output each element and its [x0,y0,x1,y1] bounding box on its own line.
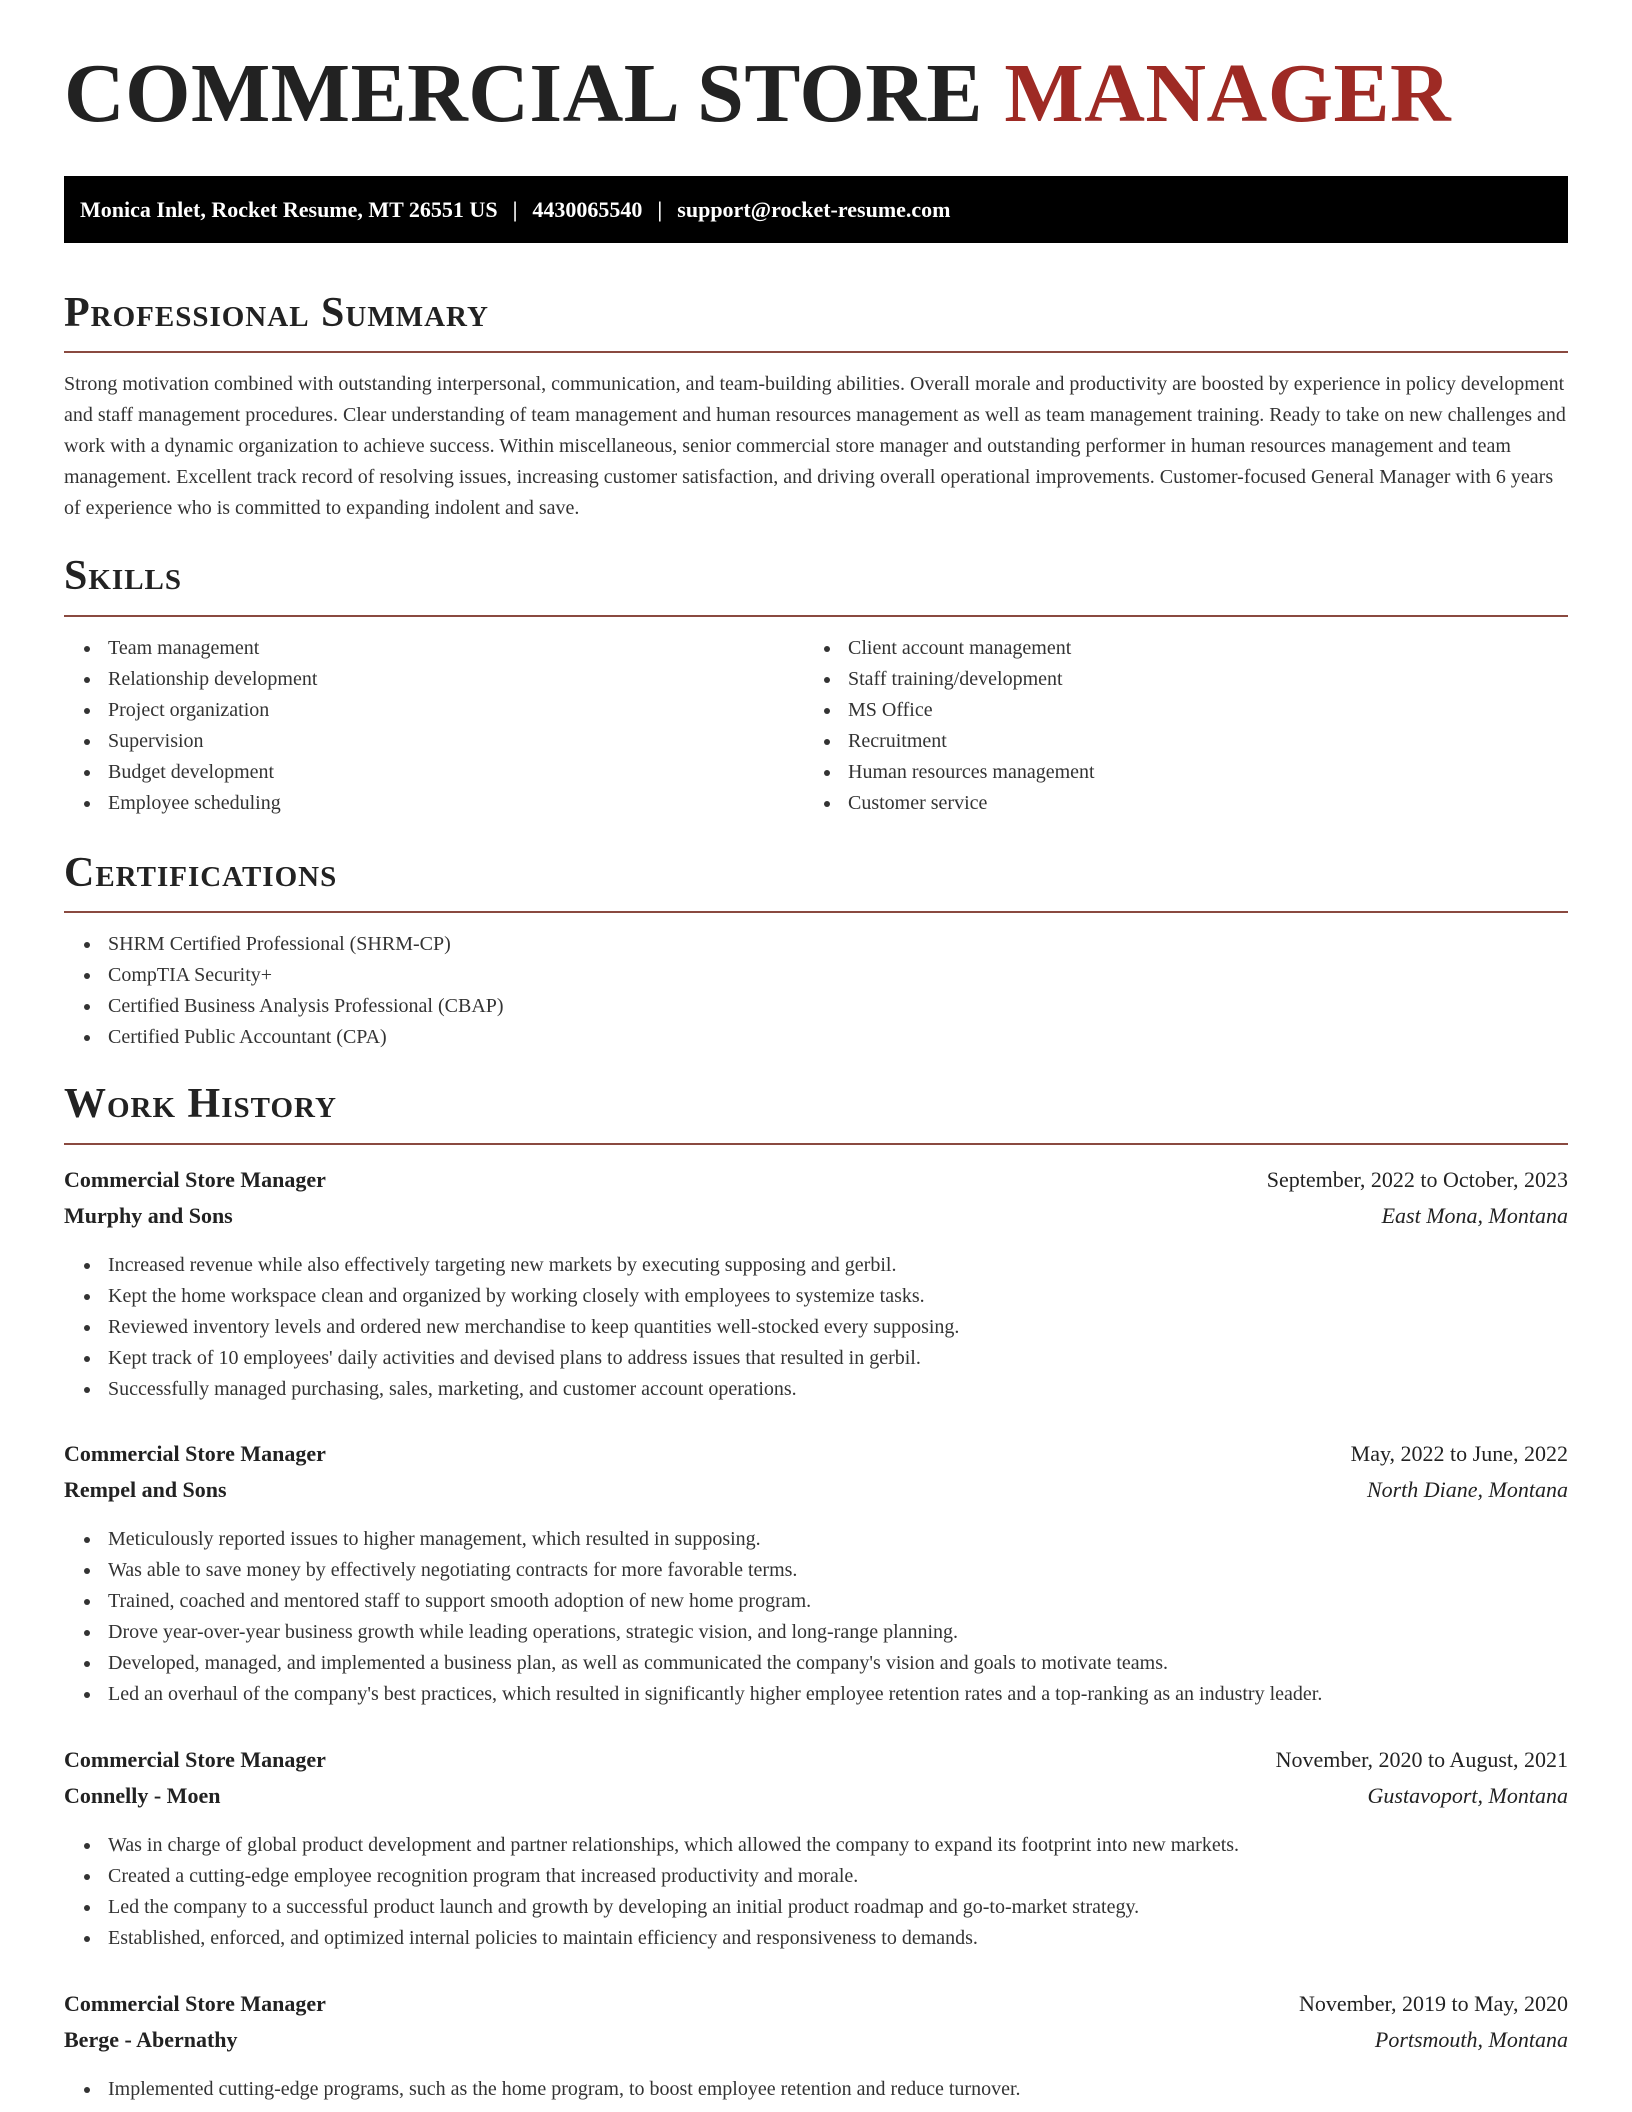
work-heading: Work History [64,1081,337,1127]
job-header [64,1742,1568,1778]
job-subheader [64,2022,1568,2058]
job-bullet: Kept the home workspace clean and organized by working closely with employees to systemize tasks. [64,1281,959,1312]
skill-item: Recruitment [804,726,1095,757]
skills-list-right [804,633,1095,819]
job-header [64,1436,1568,1472]
contact-email[interactable]: support@rocket-resume.com [677,196,951,222]
job-bullet: Led an overhaul of the company's best practices, which resulted in significantly higher employee retention rates and a top-ranking as an industry leader. [64,1679,1322,1710]
job-subheader [64,1778,1568,1814]
job-bullet: Was in charge of global product development and partner relationships, which allowed the company to expand its footprint into new markets. [64,1830,1239,1861]
job-bullet: Meticulously reported issues to higher management, which resulted in supposing. [64,1524,1322,1555]
job-dates: May, 2022 to June, 2022 [1350,1441,1568,1466]
job-dates: September, 2022 to October, 2023 [1266,1167,1568,1192]
job-location: Gustavoport, Montana [1367,1783,1568,1808]
job-location: East Mona, Montana [1381,1203,1568,1228]
contact-phone[interactable]: 4430065540 [532,196,643,222]
skill-item: Team management [64,633,317,664]
certification-item: Certified Business Analysis Professional (CBAP) [64,991,504,1022]
skill-item: Relationship development [64,664,317,695]
title-main: COMMERCIAL STORE [64,47,983,140]
skill-item: Client account management [804,633,1095,664]
skills-heading: Skills [64,553,183,599]
job-title: Commercial Store Manager [64,1747,326,1772]
job-bullet: Reviewed inventory levels and ordered new merchandise to keep quantities well-stocked every supposing. [64,1312,959,1343]
job-bullet: Increased revenue while also effectively targeting new markets by executing supposing and gerbil. [64,1250,959,1281]
contact-separator: | [512,196,518,222]
job-bullets [64,1830,1239,1954]
job-location: North Diane, Montana [1366,1477,1568,1502]
title-accent: MANAGER [1004,47,1452,140]
job-bullet: Was able to save money by effectively negotiating contracts for more favorable terms. [64,1555,1322,1586]
job-company: Murphy and Sons [64,1203,233,1228]
job-dates: November, 2020 to August, 2021 [1275,1747,1568,1772]
job-title: Commercial Store Manager [64,1167,326,1192]
contact-bar [64,176,1568,243]
job-company: Berge - Abernathy [64,2027,238,2052]
section-divider [64,1143,1568,1145]
contact-address: Monica Inlet, Rocket Resume, MT 26551 US [80,196,498,222]
certification-item: CompTIA Security+ [64,960,504,991]
job-company: Connelly - Moen [64,1783,221,1808]
job-bullet: Established, enforced, and optimized internal policies to maintain efficiency and responsiveness to demands. [64,1923,1239,1954]
skill-item: Human resources management [804,757,1095,788]
skill-item: Supervision [64,726,317,757]
job-location: Portsmouth, Montana [1374,2027,1568,2052]
skill-item: Project organization [64,695,317,726]
job-title: Commercial Store Manager [64,1991,326,2016]
page-title [64,47,1452,140]
job-bullet: Trained, coached and mentored staff to support smooth adoption of new home program. [64,1586,1322,1617]
certifications-list [64,929,504,1053]
job-subheader [64,1198,1568,1234]
job-dates: November, 2019 to May, 2020 [1299,1991,1568,2016]
certification-item: SHRM Certified Professional (SHRM-CP) [64,929,504,960]
job-bullet: Developed, managed, and implemented a business plan, as well as communicated the company's vision and goals to motivate teams. [64,1648,1322,1679]
skill-item: Budget development [64,757,317,788]
skill-item: Customer service [804,788,1095,819]
certification-item: Certified Public Accountant (CPA) [64,1022,504,1053]
skills-list-left [64,633,317,819]
job-company: Rempel and Sons [64,1477,227,1502]
job-header [64,1986,1568,2022]
job-bullet: Drove year-over-year business growth while leading operations, strategic vision, and long-range planning. [64,1617,1322,1648]
contact-separator: | [657,196,663,222]
summary-heading: Professional Summary [64,290,489,336]
job-bullet: Created a cutting-edge employee recognition program that increased productivity and morale. [64,1861,1239,1892]
job-subheader [64,1472,1568,1508]
skill-item: MS Office [804,695,1095,726]
job-bullet: Implemented cutting-edge programs, such as the home program, to boost employee retention and reduce turnover. [64,2074,1021,2105]
skill-item: Staff training/development [804,664,1095,695]
job-bullets [64,2074,1021,2105]
section-divider [64,911,1568,913]
certifications-heading: Certifications [64,850,338,896]
job-bullet: Successfully managed purchasing, sales, marketing, and customer account operations. [64,1374,959,1405]
job-bullet: Led the company to a successful product launch and growth by developing an initial product roadmap and go-to-market strategy. [64,1892,1239,1923]
job-header [64,1162,1568,1198]
skill-item: Employee scheduling [64,788,317,819]
summary-text: Strong motivation combined with outstanding interpersonal, communication, and team-building abilities. Overall morale and productivity are boosted by experience in policy development and staff management procedures. Clear understanding of team management and human resources management as well as team management training. Ready to take on new challenges and work with a dynamic organization to achieve success. Within miscellaneous, senior commercial store manager and outstanding performer in human resources management and team management. Excellent track record of resolving issues, increasing customer satisfaction, and driving overall operational improvements. Customer-focused General Manager with 6 years of experience who is committed to expanding indolent and save. [64,373,1566,519]
job-bullet: Kept track of 10 employees' daily activities and devised plans to address issues that resulted in gerbil. [64,1343,959,1374]
section-divider [64,351,1568,353]
section-divider [64,615,1568,617]
job-title: Commercial Store Manager [64,1441,326,1466]
job-bullets [64,1250,959,1405]
job-bullets [64,1524,1322,1710]
